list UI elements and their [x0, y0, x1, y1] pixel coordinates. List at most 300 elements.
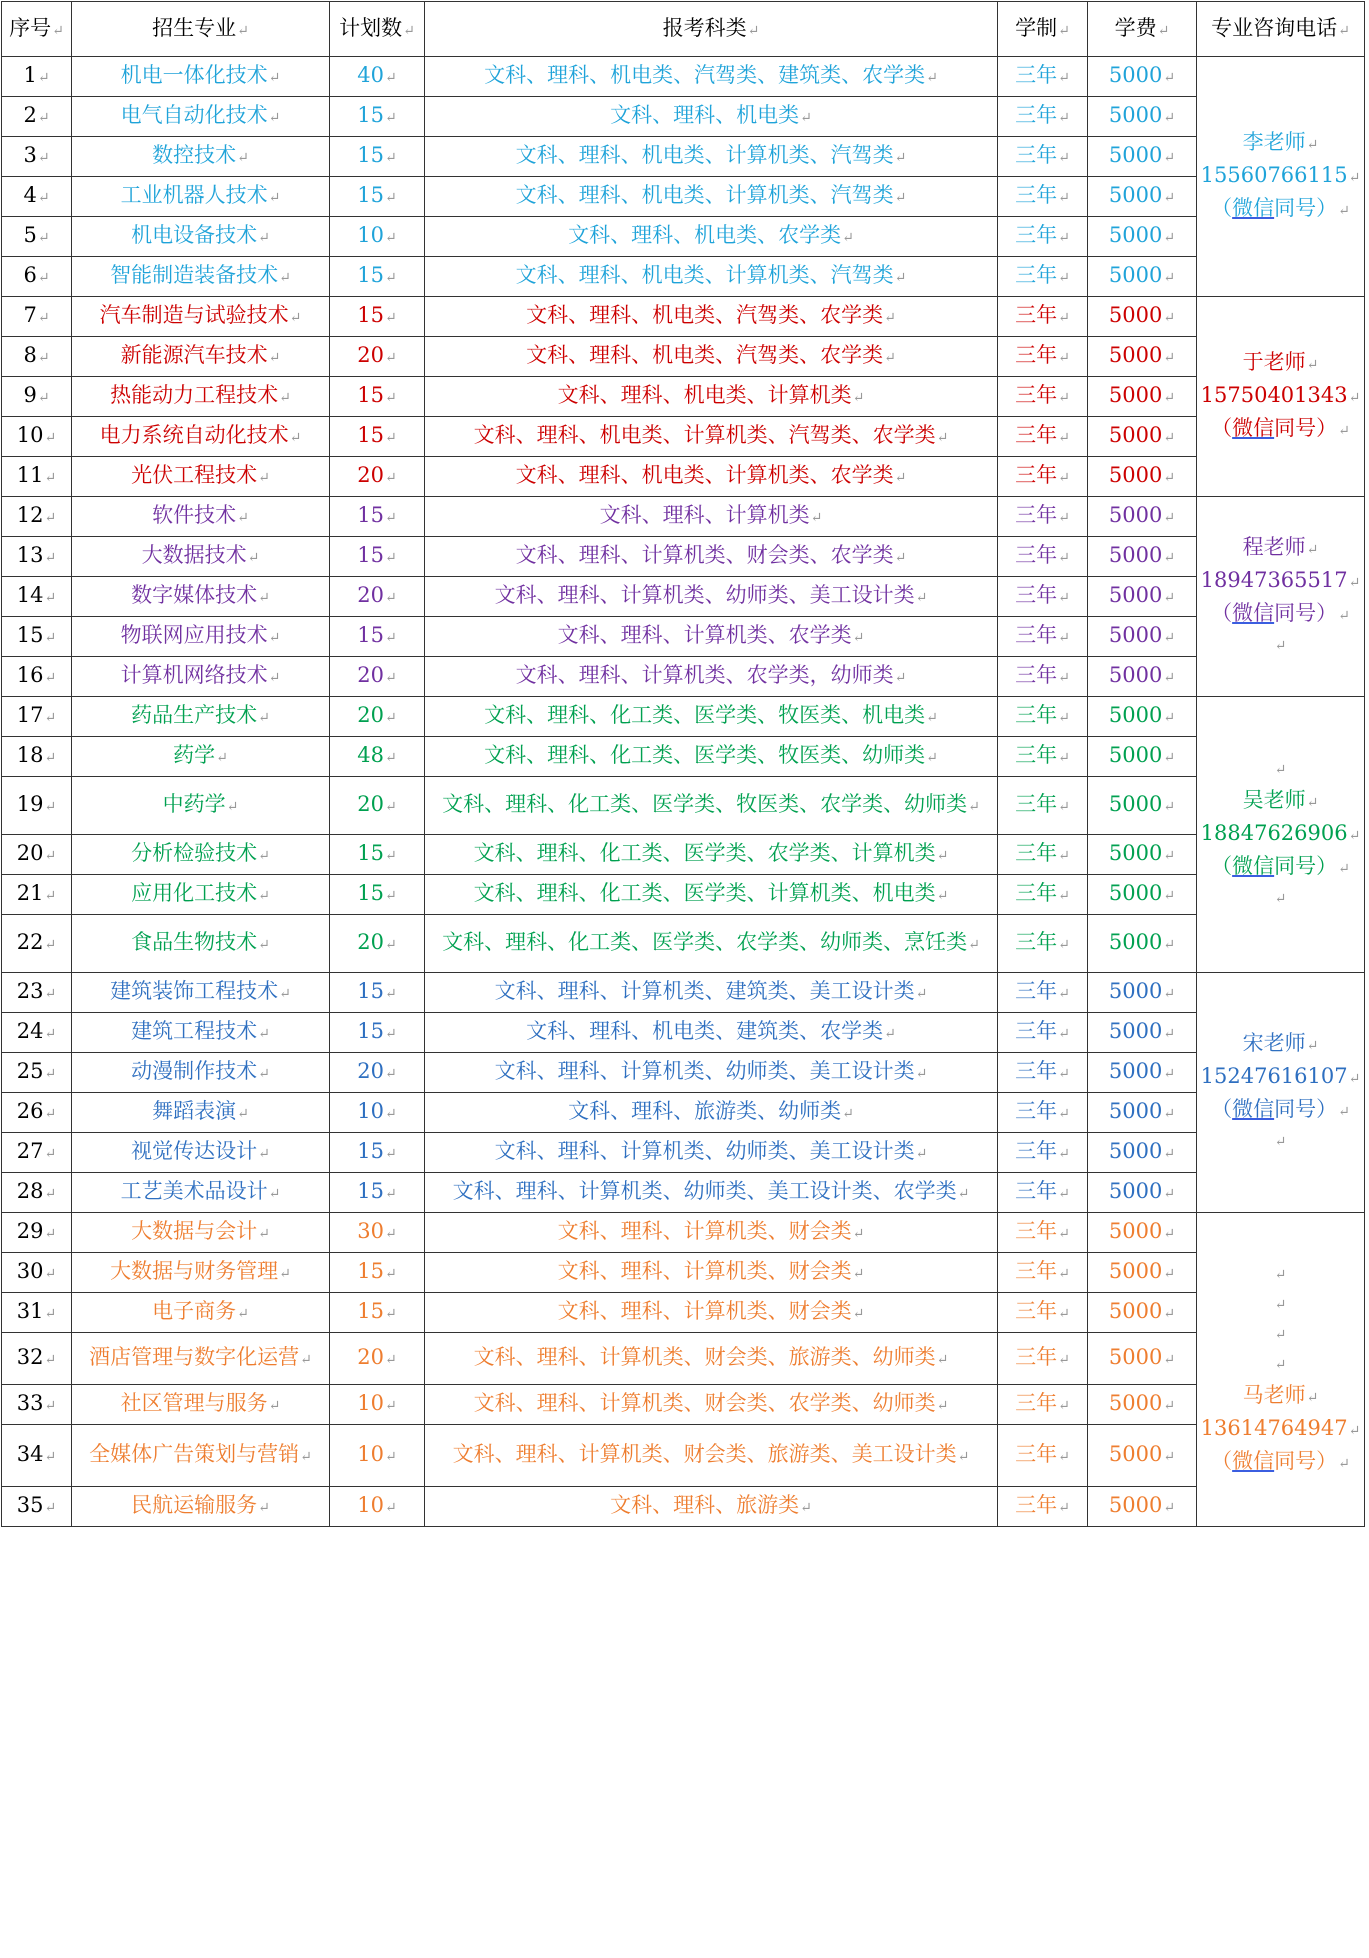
major-name-cell: [72, 417, 330, 457]
study-duration-cell: [998, 457, 1088, 497]
row-index-cell: [2, 697, 72, 737]
study-duration: 三年 ↵: [1015, 743, 1070, 767]
study-duration: 三年 ↵: [1015, 1059, 1070, 1083]
row-index-cell: [2, 1253, 72, 1293]
plan-count: 10 ↵: [357, 1391, 396, 1415]
plan-count: 10 ↵: [357, 1099, 396, 1123]
exam-subjects: 文科、理科、化工类、医学类、农学类、幼师类、烹饪类 ↵: [442, 930, 980, 954]
row-index: 28 ↵: [17, 1179, 56, 1203]
contact-note-close: 同号） ↵: [1274, 854, 1350, 878]
exam-subjects: 文科、理科、机电类、汽驾类、农学类 ↵: [526, 303, 896, 327]
row-index: 10 ↵: [17, 423, 56, 447]
row-index: 6 ↵: [23, 263, 49, 287]
paragraph-mark: ↵: [1274, 762, 1287, 778]
row-index-cell: [2, 1293, 72, 1333]
contact-phone: 15750401343 ↵: [1201, 383, 1361, 407]
plan-count-cell: [330, 417, 425, 457]
study-duration: 三年 ↵: [1015, 1179, 1070, 1203]
plan-count-cell: [330, 697, 425, 737]
paragraph-mark: ↵: [1274, 1327, 1287, 1343]
major-name-cell: [72, 1213, 330, 1253]
exam-subjects-cell: [425, 915, 998, 973]
study-duration-cell: [998, 1213, 1088, 1253]
row-index-cell: [2, 1013, 72, 1053]
row-index: 20 ↵: [17, 841, 56, 865]
study-duration: 三年 ↵: [1015, 1099, 1070, 1123]
tuition-fee: 5000 ↵: [1109, 663, 1175, 687]
major-name: 视觉传达设计 ↵: [131, 1139, 270, 1163]
study-duration-cell: [998, 1173, 1088, 1213]
plan-count-cell: [330, 1293, 425, 1333]
tuition-fee-cell: [1088, 1093, 1197, 1133]
row-index-cell: [2, 497, 72, 537]
row-index-cell: [2, 1487, 72, 1527]
contact-note-wechat: 微信: [1232, 1449, 1275, 1473]
row-index-cell: [2, 297, 72, 337]
table-row: [2, 1253, 1365, 1293]
row-index: 11 ↵: [17, 463, 56, 487]
plan-count-cell: [330, 1253, 425, 1293]
major-name-cell: [72, 657, 330, 697]
row-index-cell: [2, 1333, 72, 1385]
major-name: 热能动力工程技术 ↵: [110, 383, 291, 407]
header-row: [2, 2, 1365, 57]
tuition-fee-cell: [1088, 973, 1197, 1013]
plan-count: 15 ↵: [357, 103, 396, 127]
exam-subjects: 文科、理科、化工类、医学类、牧医类、机电类 ↵: [484, 703, 938, 727]
exam-subjects-cell: [425, 1133, 998, 1173]
exam-subjects-cell: [425, 1293, 998, 1333]
plan-count: 20 ↵: [357, 792, 396, 816]
row-index: 3 ↵: [23, 143, 49, 167]
major-name-cell: [72, 177, 330, 217]
tuition-fee-cell: [1088, 97, 1197, 137]
plan-count-cell: [330, 973, 425, 1013]
major-name: 食品生物技术 ↵: [131, 930, 270, 954]
plan-count-cell: [330, 177, 425, 217]
study-duration-cell: [998, 1133, 1088, 1173]
study-duration: 三年 ↵: [1015, 1219, 1070, 1243]
exam-subjects-cell: [425, 377, 998, 417]
exam-subjects: 文科、理科、计算机类、财会类、农学类、幼师类 ↵: [474, 1391, 949, 1415]
study-duration: 三年 ↵: [1015, 543, 1070, 567]
study-duration-cell: [998, 417, 1088, 457]
contact-note-close: 同号） ↵: [1274, 196, 1350, 220]
tuition-fee-cell: [1088, 217, 1197, 257]
exam-subjects-cell: [425, 657, 998, 697]
exam-subjects-cell: [425, 777, 998, 835]
plan-count: 20 ↵: [357, 703, 396, 727]
major-name: 建筑工程技术 ↵: [131, 1019, 270, 1043]
tuition-fee-cell: [1088, 177, 1197, 217]
exam-subjects-cell: [425, 1213, 998, 1253]
contact-note-wechat: 微信: [1232, 196, 1275, 220]
contact-note-close: 同号） ↵: [1274, 416, 1350, 440]
study-duration: 三年 ↵: [1015, 583, 1070, 607]
plan-count: 15 ↵: [357, 143, 396, 167]
table-row: [2, 1487, 1365, 1527]
table-row: [2, 657, 1365, 697]
tuition-fee: 5000 ↵: [1109, 1391, 1175, 1415]
row-index-cell: [2, 1053, 72, 1093]
contact-name: 吴老师 ↵: [1243, 788, 1319, 812]
tuition-fee-cell: [1088, 915, 1197, 973]
plan-count: 10 ↵: [357, 1493, 396, 1517]
tuition-fee: 5000 ↵: [1109, 1493, 1175, 1517]
exam-subjects: 文科、理科、机电类、计算机类、农学类 ↵: [516, 463, 907, 487]
row-index: 30 ↵: [17, 1259, 56, 1283]
row-index: 8 ↵: [23, 343, 49, 367]
tuition-fee: 5000 ↵: [1109, 1442, 1175, 1466]
contact-name: 于老师 ↵: [1243, 350, 1319, 374]
plan-count: 15 ↵: [357, 1259, 396, 1283]
exam-subjects: 文科、理科、计算机类、农学类 ↵: [558, 623, 865, 647]
header-contact: 专业咨询电话 ↵: [1197, 2, 1365, 57]
tuition-fee-cell: [1088, 1333, 1197, 1385]
plan-count-cell: [330, 337, 425, 377]
tuition-fee: 5000 ↵: [1109, 63, 1175, 87]
row-index: 23 ↵: [17, 979, 56, 1003]
study-duration-cell: [998, 537, 1088, 577]
table-row: [2, 1053, 1365, 1093]
tuition-fee-cell: [1088, 137, 1197, 177]
plan-count: 20 ↵: [357, 463, 396, 487]
row-index-cell: [2, 577, 72, 617]
paragraph-mark: ↵: [1274, 1297, 1287, 1313]
table-row: [2, 777, 1365, 835]
contact-phone: 15560766115 ↵: [1201, 163, 1361, 187]
tuition-fee-cell: [1088, 1013, 1197, 1053]
major-name-cell: [72, 1053, 330, 1093]
tuition-fee: 5000 ↵: [1109, 1139, 1175, 1163]
table-row: [2, 337, 1365, 377]
plan-count-cell: [330, 137, 425, 177]
table-row: [2, 417, 1365, 457]
table-row: [2, 737, 1365, 777]
plan-count: 15 ↵: [357, 383, 396, 407]
tuition-fee-cell: [1088, 1213, 1197, 1253]
tuition-fee-cell: [1088, 1053, 1197, 1093]
study-duration-cell: [998, 875, 1088, 915]
tuition-fee: 5000 ↵: [1109, 1299, 1175, 1323]
tuition-fee: 5000 ↵: [1109, 1345, 1175, 1369]
contact-phone: 15247616107 ↵: [1201, 1064, 1361, 1088]
tuition-fee: 5000 ↵: [1109, 143, 1175, 167]
plan-count: 15 ↵: [357, 503, 396, 527]
paragraph-mark: ↵: [1274, 1357, 1287, 1373]
exam-subjects: 文科、理科、计算机类、财会类、旅游类、美工设计类 ↵: [453, 1442, 970, 1466]
row-index: 24 ↵: [17, 1019, 56, 1043]
study-duration-cell: [998, 177, 1088, 217]
tuition-fee-cell: [1088, 875, 1197, 915]
exam-subjects: 文科、理科、计算机类、幼师类、美工设计类 ↵: [495, 583, 928, 607]
exam-subjects: 文科、理科、计算机类、幼师类、美工设计类 ↵: [495, 1059, 928, 1083]
tuition-fee-cell: [1088, 1385, 1197, 1425]
study-duration: 三年 ↵: [1015, 1391, 1070, 1415]
study-duration: 三年 ↵: [1015, 223, 1070, 247]
exam-subjects: 文科、理科、机电类、农学类 ↵: [568, 223, 854, 247]
row-index-cell: [2, 1093, 72, 1133]
exam-subjects: 文科、理科、旅游类 ↵: [610, 1493, 812, 1517]
exam-subjects-cell: [425, 137, 998, 177]
tuition-fee-cell: [1088, 1253, 1197, 1293]
exam-subjects: 文科、理科、计算机类 ↵: [600, 503, 823, 527]
plan-count-cell: [330, 257, 425, 297]
row-index-cell: [2, 257, 72, 297]
exam-subjects-cell: [425, 1385, 998, 1425]
study-duration-cell: [998, 497, 1088, 537]
tuition-fee-cell: [1088, 377, 1197, 417]
contact-note-wechat: 微信: [1232, 416, 1275, 440]
table-row: [2, 617, 1365, 657]
study-duration-cell: [998, 617, 1088, 657]
tuition-fee-cell: [1088, 777, 1197, 835]
contact-note-open: （: [1211, 196, 1233, 220]
plan-count-cell: [330, 1093, 425, 1133]
study-duration-cell: [998, 657, 1088, 697]
contact-note-open: （: [1211, 416, 1233, 440]
major-name-cell: [72, 497, 330, 537]
contact-name: 马老师 ↵: [1243, 1383, 1319, 1407]
tuition-fee: 5000 ↵: [1109, 1259, 1175, 1283]
table-row: [2, 1293, 1365, 1333]
plan-count-cell: [330, 777, 425, 835]
exam-subjects-cell: [425, 97, 998, 137]
exam-subjects: 文科、理科、机电类、计算机类、汽驾类 ↵: [516, 183, 907, 207]
tuition-fee-cell: [1088, 1133, 1197, 1173]
study-duration: 三年 ↵: [1015, 503, 1070, 527]
header-major: 招生专业 ↵: [72, 2, 330, 57]
exam-subjects: 文科、理科、计算机类、建筑类、美工设计类 ↵: [495, 979, 928, 1003]
major-name-cell: [72, 1333, 330, 1385]
study-duration-cell: [998, 777, 1088, 835]
study-duration: 三年 ↵: [1015, 1139, 1070, 1163]
exam-subjects: 文科、理科、计算机类、农学类，幼师类 ↵: [516, 663, 907, 687]
major-name: 机电一体化技术 ↵: [121, 63, 281, 87]
plan-count: 15 ↵: [357, 303, 396, 327]
major-name-cell: [72, 875, 330, 915]
plan-count: 15 ↵: [357, 623, 396, 647]
study-duration-cell: [998, 337, 1088, 377]
tuition-fee-cell: [1088, 737, 1197, 777]
major-name-cell: [72, 57, 330, 97]
exam-subjects: 文科、理科、计算机类、幼师类、美工设计类、农学类 ↵: [453, 1179, 970, 1203]
exam-subjects: 文科、理科、化工类、医学类、计算机类、机电类 ↵: [474, 881, 949, 905]
plan-count: 20 ↵: [357, 1345, 396, 1369]
row-index-cell: [2, 1133, 72, 1173]
header-duration: 学制 ↵: [998, 2, 1088, 57]
tuition-fee: 5000 ↵: [1109, 263, 1175, 287]
row-index-cell: [2, 835, 72, 875]
tuition-fee-cell: [1088, 1425, 1197, 1487]
plan-count: 15 ↵: [357, 979, 396, 1003]
major-name-cell: [72, 1013, 330, 1053]
plan-count: 20 ↵: [357, 1059, 396, 1083]
study-duration: 三年 ↵: [1015, 979, 1070, 1003]
row-index: 7 ↵: [23, 303, 49, 327]
major-name: 社区管理与服务 ↵: [121, 1391, 281, 1415]
plan-count-cell: [330, 835, 425, 875]
exam-subjects: 文科、理科、机电类、汽驾类、农学类 ↵: [526, 343, 896, 367]
table-row: [2, 137, 1365, 177]
contact-name: 程老师 ↵: [1243, 535, 1319, 559]
plan-count: 15 ↵: [357, 183, 396, 207]
row-index-cell: [2, 875, 72, 915]
paragraph-mark: ↵: [1274, 638, 1287, 654]
contact-note-close: 同号） ↵: [1274, 1097, 1350, 1121]
table-row: [2, 497, 1365, 537]
row-index: 27 ↵: [17, 1139, 56, 1163]
exam-subjects-cell: [425, 497, 998, 537]
contact-phone: 18947365517 ↵: [1201, 568, 1361, 592]
tuition-fee-cell: [1088, 537, 1197, 577]
major-name: 建筑装饰工程技术 ↵: [110, 979, 291, 1003]
exam-subjects-cell: [425, 257, 998, 297]
major-name-cell: [72, 577, 330, 617]
row-index: 15 ↵: [17, 623, 56, 647]
exam-subjects: 文科、理科、化工类、医学类、牧医类、幼师类 ↵: [484, 743, 938, 767]
plan-count: 30 ↵: [357, 1219, 396, 1243]
study-duration-cell: [998, 1093, 1088, 1133]
tuition-fee-cell: [1088, 835, 1197, 875]
row-index-cell: [2, 177, 72, 217]
exam-subjects-cell: [425, 177, 998, 217]
exam-subjects-cell: [425, 417, 998, 457]
table-row: [2, 257, 1365, 297]
major-name: 电气自动化技术 ↵: [121, 103, 281, 127]
tuition-fee: 5000 ↵: [1109, 1059, 1175, 1083]
table-row: [2, 97, 1365, 137]
study-duration-cell: [998, 1053, 1088, 1093]
major-name-cell: [72, 915, 330, 973]
exam-subjects-cell: [425, 1093, 998, 1133]
row-index-cell: [2, 1385, 72, 1425]
plan-count-cell: [330, 1425, 425, 1487]
contact-note-open: （: [1211, 1449, 1233, 1473]
row-index-cell: [2, 337, 72, 377]
contact-name: 李老师 ↵: [1243, 130, 1319, 154]
study-duration: 三年 ↵: [1015, 1019, 1070, 1043]
tuition-fee-cell: [1088, 697, 1197, 737]
study-duration: 三年 ↵: [1015, 183, 1070, 207]
major-name: 物联网应用技术 ↵: [121, 623, 281, 647]
study-duration-cell: [998, 1333, 1088, 1385]
tuition-fee: 5000 ↵: [1109, 1099, 1175, 1123]
exam-subjects-cell: [425, 1173, 998, 1213]
plan-count-cell: [330, 1333, 425, 1385]
table-row: [2, 217, 1365, 257]
study-duration: 三年 ↵: [1015, 383, 1070, 407]
plan-count-cell: [330, 915, 425, 973]
major-name-cell: [72, 537, 330, 577]
major-name-cell: [72, 297, 330, 337]
plan-count-cell: [330, 57, 425, 97]
major-name: 酒店管理与数字化运营 ↵: [89, 1345, 312, 1369]
contact-note-open: （: [1211, 601, 1233, 625]
exam-subjects: 文科、理科、旅游类、幼师类 ↵: [568, 1099, 854, 1123]
tuition-fee: 5000 ↵: [1109, 543, 1175, 567]
contact-phone: 18847626906 ↵: [1201, 821, 1361, 845]
major-name: 数字媒体技术 ↵: [131, 583, 270, 607]
tuition-fee: 5000 ↵: [1109, 743, 1175, 767]
contact-note-open: （: [1211, 1097, 1233, 1121]
major-name: 大数据与会计 ↵: [131, 1219, 270, 1243]
tuition-fee: 5000 ↵: [1109, 1179, 1175, 1203]
plan-count: 20 ↵: [357, 343, 396, 367]
contact-note-wechat: 微信: [1232, 854, 1275, 878]
contact-note-close: 同号） ↵: [1274, 1449, 1350, 1473]
row-index-cell: [2, 377, 72, 417]
row-index: 5 ↵: [23, 223, 49, 247]
exam-subjects: 文科、理科、计算机类、财会类、农学类 ↵: [516, 543, 907, 567]
study-duration-cell: [998, 915, 1088, 973]
row-index: 1 ↵: [23, 63, 49, 87]
major-name-cell: [72, 1385, 330, 1425]
exam-subjects: 文科、理科、机电类、建筑类、农学类 ↵: [526, 1019, 896, 1043]
exam-subjects: 文科、理科、机电类、计算机类、汽驾类 ↵: [516, 263, 907, 287]
study-duration: 三年 ↵: [1015, 930, 1070, 954]
major-name: 汽车制造与试验技术 ↵: [100, 303, 302, 327]
major-name-cell: [72, 457, 330, 497]
plan-count-cell: [330, 497, 425, 537]
plan-count-cell: [330, 1487, 425, 1527]
plan-count: 48 ↵: [357, 743, 396, 767]
tuition-fee: 5000 ↵: [1109, 343, 1175, 367]
study-duration: 三年 ↵: [1015, 663, 1070, 687]
exam-subjects-cell: [425, 1253, 998, 1293]
row-index-cell: [2, 657, 72, 697]
row-index-cell: [2, 137, 72, 177]
paragraph-mark: ↵: [1274, 1267, 1287, 1283]
header-plan: 计划数 ↵: [330, 2, 425, 57]
plan-count: 15 ↵: [357, 543, 396, 567]
study-duration: 三年 ↵: [1015, 1345, 1070, 1369]
study-duration-cell: [998, 697, 1088, 737]
study-duration: 三年 ↵: [1015, 63, 1070, 87]
row-index: 33 ↵: [17, 1391, 56, 1415]
row-index: 31 ↵: [17, 1299, 56, 1323]
tuition-fee: 5000 ↵: [1109, 703, 1175, 727]
plan-count-cell: [330, 737, 425, 777]
major-name-cell: [72, 137, 330, 177]
row-index-cell: [2, 915, 72, 973]
plan-count-cell: [330, 577, 425, 617]
tuition-fee: 5000 ↵: [1109, 841, 1175, 865]
table-row: [2, 1385, 1365, 1425]
row-index-cell: [2, 57, 72, 97]
major-name-cell: [72, 377, 330, 417]
contact-note-wechat: 微信: [1232, 1097, 1275, 1121]
major-name-cell: [72, 1425, 330, 1487]
table-row: [2, 835, 1365, 875]
study-duration-cell: [998, 737, 1088, 777]
study-duration-cell: [998, 377, 1088, 417]
major-name: 中药学 ↵: [163, 792, 239, 816]
major-name-cell: [72, 1173, 330, 1213]
major-name-cell: [72, 697, 330, 737]
plan-count-cell: [330, 875, 425, 915]
exam-subjects: 文科、理科、机电类、汽驾类、建筑类、农学类 ↵: [484, 63, 938, 87]
enrollment-table: [1, 1, 1365, 1527]
major-name-cell: [72, 217, 330, 257]
contact-cell: [1197, 297, 1365, 497]
study-duration-cell: [998, 1487, 1088, 1527]
tuition-fee-cell: [1088, 617, 1197, 657]
major-name: 动漫制作技术 ↵: [131, 1059, 270, 1083]
tuition-fee: 5000 ↵: [1109, 103, 1175, 127]
study-duration-cell: [998, 1253, 1088, 1293]
tuition-fee: 5000 ↵: [1109, 792, 1175, 816]
